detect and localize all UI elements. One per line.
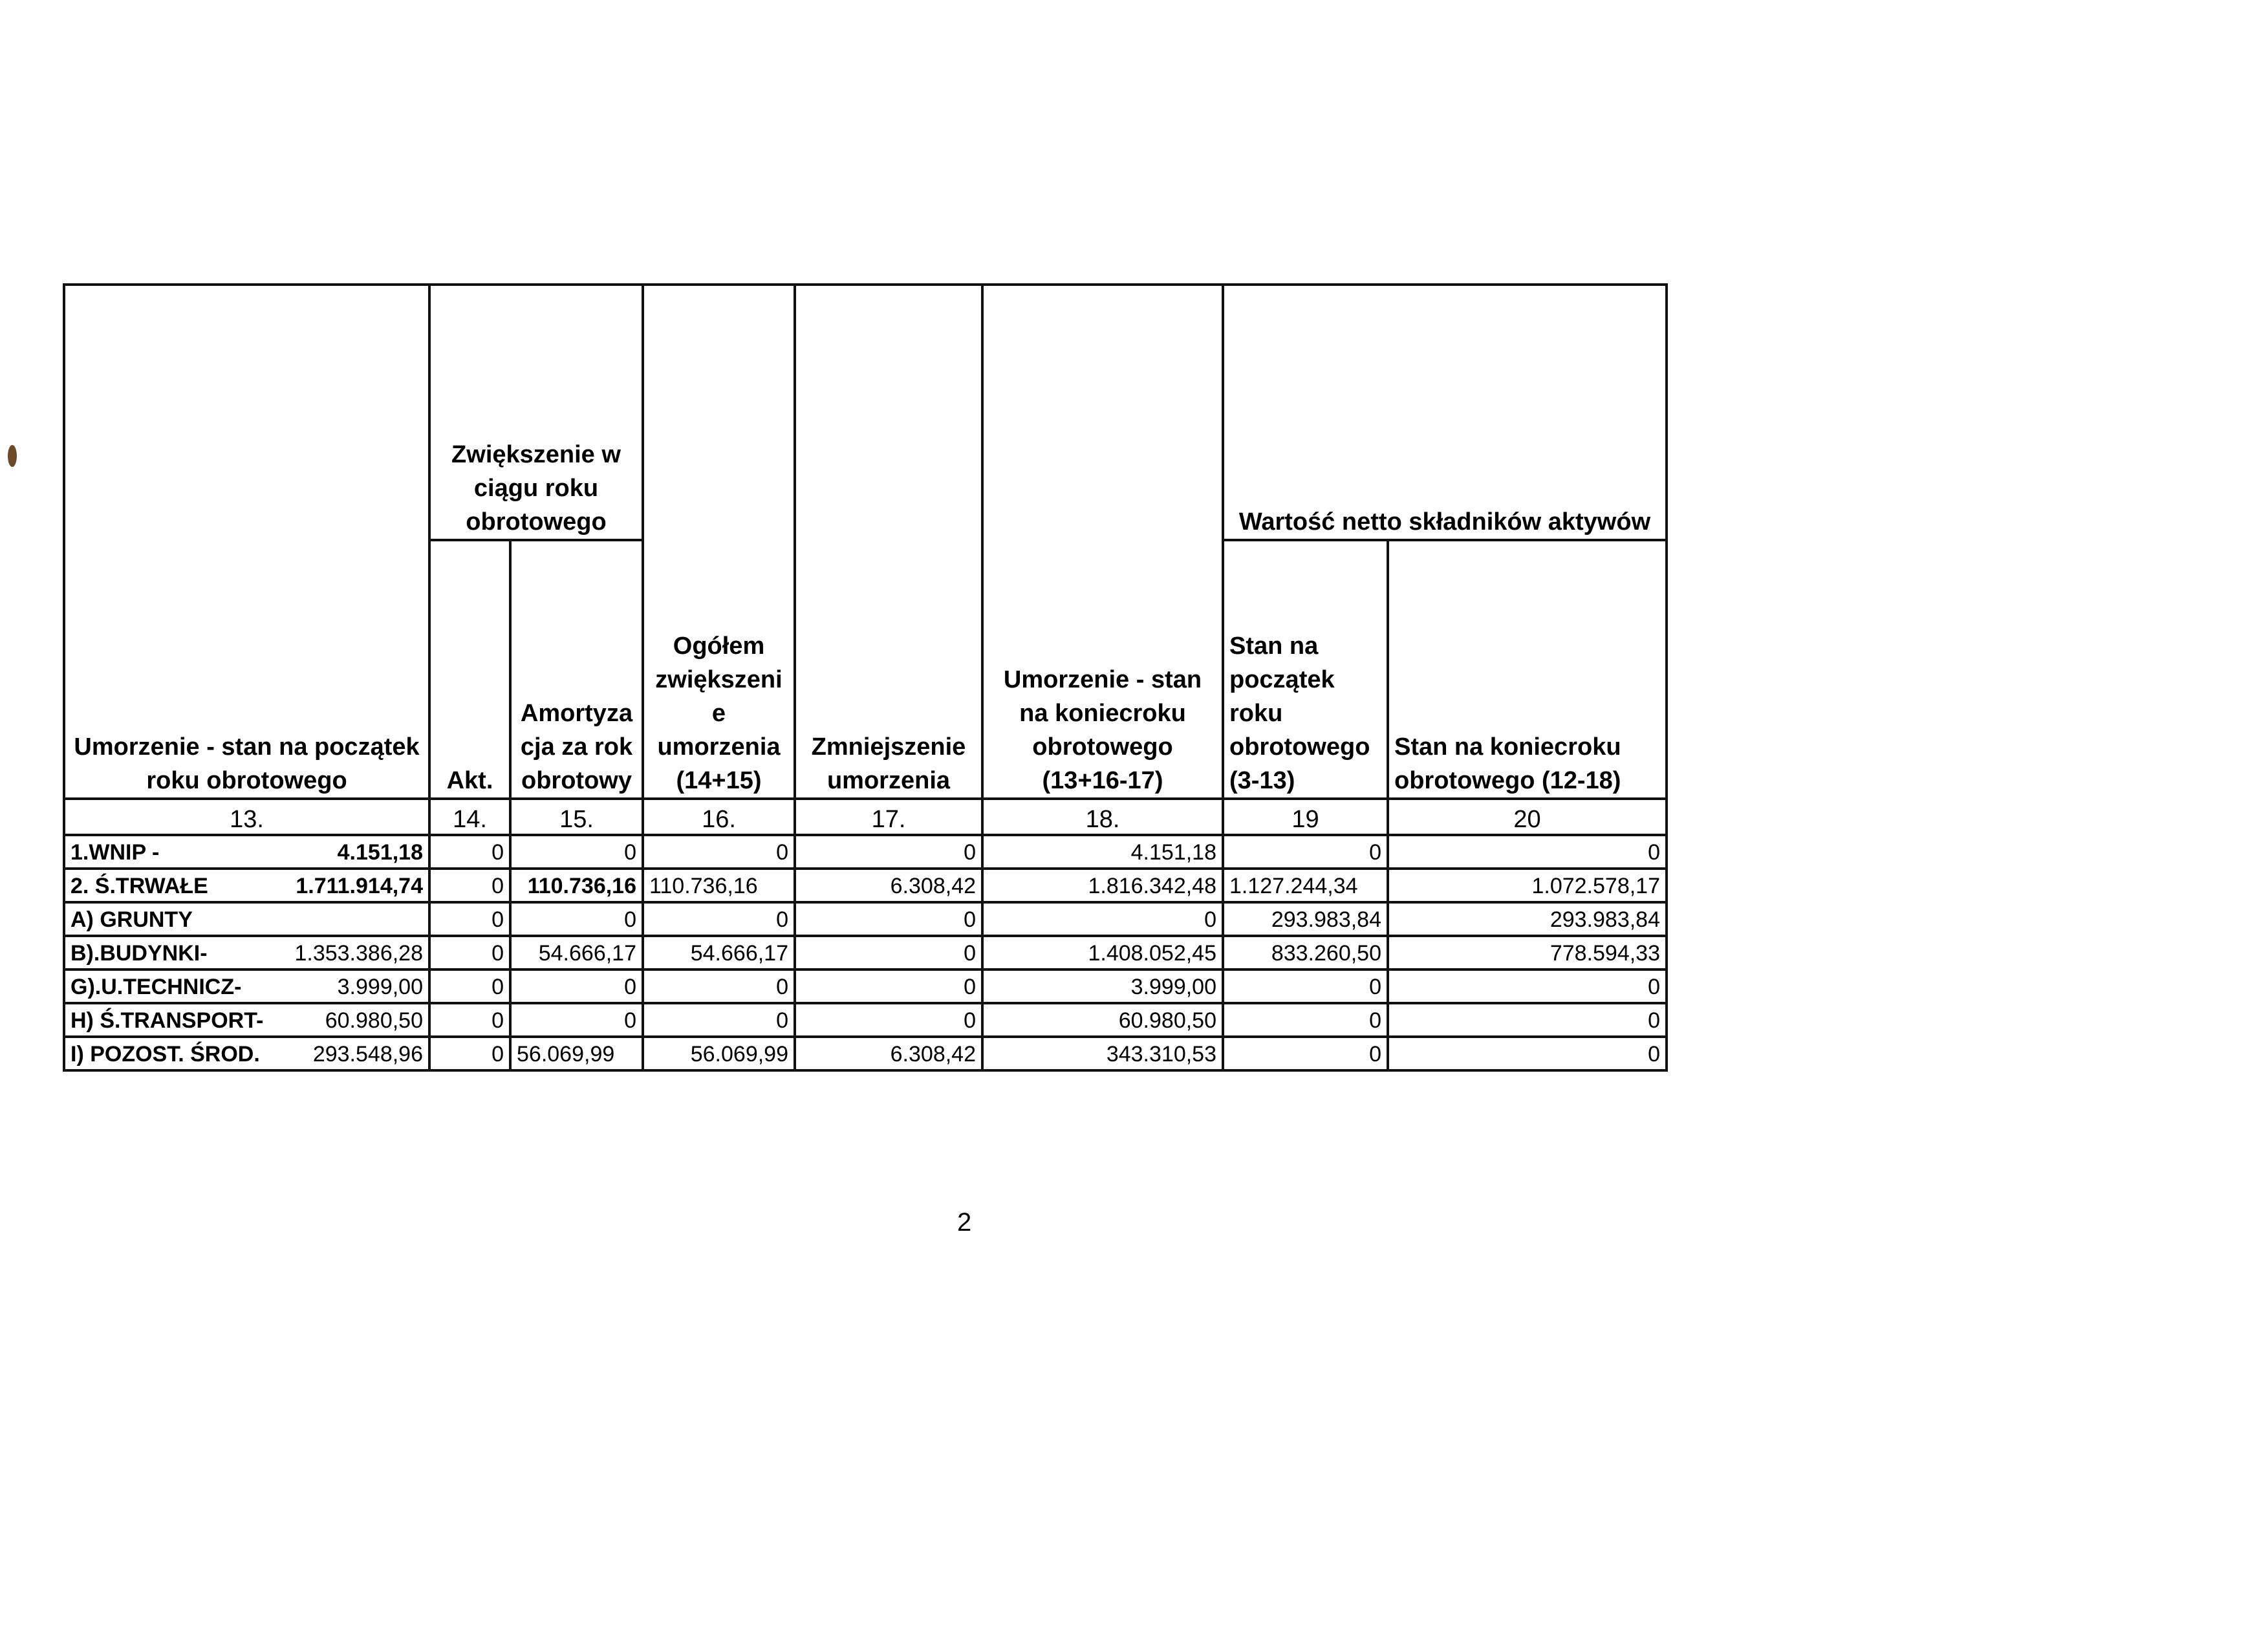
row-label [64,1037,429,1070]
cell-c17: 0 [795,936,982,969]
cell-c14: 0 [429,936,510,969]
header-col15: Amortyza cja za rok obrotowy [510,540,643,799]
column-number: 19 [1223,799,1388,835]
cell-c16: 0 [643,1003,795,1037]
column-number-row [64,799,1667,835]
cell-c16: 0 [643,969,795,1003]
row-name: H) Ś.TRANSPORT- [70,1008,264,1033]
cell-c14: 0 [429,902,510,936]
column-number: 14. [429,799,510,835]
cell-c18: 0 [982,902,1223,936]
header-col16: Ogółem zwiększeni e umorzenia (14+15) [643,285,795,799]
cell-c17: 6.308,42 [795,869,982,902]
row-start-value: 1.353.386,28 [294,941,423,966]
cell-c16: 0 [643,902,795,936]
cell-c16: 54.666,17 [643,936,795,969]
row-name: B).BUDYNKI- [70,941,208,966]
row-name: G).U.TECHNICZ- [70,975,242,999]
cell-c16: 56.069,99 [643,1037,795,1070]
row-name: I) POZOST. ŚROD. [70,1042,260,1067]
cell-c17: 0 [795,902,982,936]
cell-c17: 0 [795,1003,982,1037]
cell-c18: 343.310,53 [982,1037,1223,1070]
column-number: 15. [510,799,643,835]
scan-speck [8,445,17,467]
table-row [64,1037,1667,1070]
row-name: A) GRUNTY [70,907,193,932]
row-start-value: 1.711.914,74 [296,874,423,898]
row-label [64,969,429,1003]
row-label [64,936,429,969]
row-label [64,835,429,869]
row-start-value: 293.548,96 [312,1042,423,1067]
cell-c16: 110.736,16 [643,869,795,902]
cell-c20: 0 [1388,969,1667,1003]
cell-c14: 0 [429,969,510,1003]
header-col14: Akt. [429,540,510,799]
row-start-value: 60.980,50 [325,1008,423,1033]
cell-c15: 0 [510,902,643,936]
row-name: 1.WNIP - [70,840,160,865]
cell-c19: 293.983,84 [1223,902,1388,936]
column-number: 18. [982,799,1223,835]
header-col17: Zmniejszenie umorzenia [795,285,982,799]
row-start-value: 4.151,18 [337,840,423,865]
cell-c19: 0 [1223,1003,1388,1037]
cell-c14: 0 [429,835,510,869]
column-number: 17. [795,799,982,835]
column-number: 13. [64,799,429,835]
row-start-value: 3.999,00 [337,975,423,999]
cell-c15: 0 [510,969,643,1003]
row-name: 2. Ś.TRWAŁE [70,874,208,898]
column-number: 16. [643,799,795,835]
header-col19: Stan na początek roku obrotowego (3-13) [1223,540,1388,799]
header-col18: Umorzenie - stan na koniecroku obrotowego (13+16-17) [982,285,1223,799]
header-group-net: Wartość netto składników aktywów [1223,285,1667,540]
cell-c15: 0 [510,1003,643,1037]
header-col13: Umorzenie - stan na początek roku obrotowego [64,285,429,799]
row-label [64,902,429,936]
table-row [64,902,1667,936]
cell-c17: 6.308,42 [795,1037,982,1070]
cell-c14: 0 [429,869,510,902]
table-row [64,1003,1667,1037]
cell-c14: 0 [429,1037,510,1070]
header-col20: Stan na koniecroku obrotowego (12-18) [1388,540,1667,799]
table-row [64,969,1667,1003]
table-row [64,869,1667,902]
column-number: 20 [1388,799,1667,835]
cell-c20: 778.594,33 [1388,936,1667,969]
cell-c15: 110.736,16 [510,869,643,902]
cell-c18: 3.999,00 [982,969,1223,1003]
cell-c20: 1.072.578,17 [1388,869,1667,902]
cell-c19: 0 [1223,1037,1388,1070]
cell-c20: 293.983,84 [1388,902,1667,936]
row-label [64,869,429,902]
cell-c17: 0 [795,835,982,869]
cell-c15: 56.069,99 [510,1037,643,1070]
cell-c20: 0 [1388,1003,1667,1037]
cell-c19: 1.127.244,34 [1223,869,1388,902]
cell-c15: 0 [510,835,643,869]
cell-c20: 0 [1388,1037,1667,1070]
cell-c19: 833.260,50 [1223,936,1388,969]
cell-c18: 4.151,18 [982,835,1223,869]
cell-c17: 0 [795,969,982,1003]
cell-c16: 0 [643,835,795,869]
header-group-increase: Zwiększenie w ciągu roku obrotowego [429,285,643,540]
cell-c19: 0 [1223,835,1388,869]
page-number: 2 [957,1208,972,1237]
table-row [64,936,1667,969]
cell-c15: 54.666,17 [510,936,643,969]
cell-c20: 0 [1388,835,1667,869]
cell-c18: 60.980,50 [982,1003,1223,1037]
depreciation-table [63,283,1668,1072]
cell-c14: 0 [429,1003,510,1037]
cell-c18: 1.408.052,45 [982,936,1223,969]
row-label [64,1003,429,1037]
cell-c19: 0 [1223,969,1388,1003]
table-row [64,835,1667,869]
cell-c18: 1.816.342,48 [982,869,1223,902]
